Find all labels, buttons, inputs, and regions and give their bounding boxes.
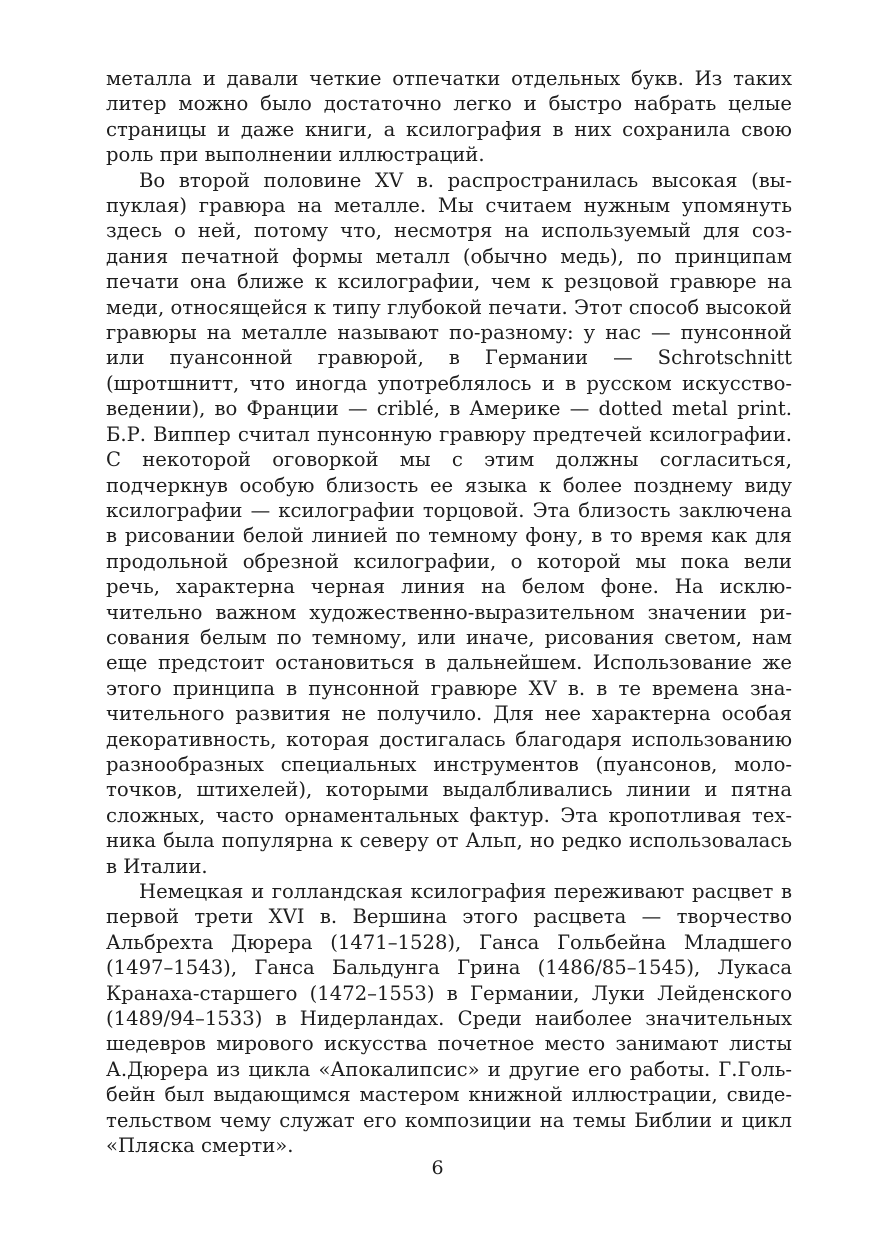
- paragraph-german-dutch-woodcut: Немецкая и голландская ксилография переживают расцвет в первой трети XVI в. Вершина этого расцвета — творчество Альбрехта Дюрера (1471–1528), Ганса Гольбейна Младшего (1497–1543), Ганса Бальдунга Грина (1486/85–1545), Лукаса Кранаха-старшего (1472–1553) в Германии, Луки Лейденского (1489/94–1533) в Нидерландах. Среди наиболее значительных шедевров мирового искусства почетное место занимают листы А.Дюрера из цикла «Апокалипсис» и другие его работы. Г.Гольбейн был выдающимся мастером книжной иллюстрации, свидетельством чему служат его композиции на темы Библии и цикл «Пляска смерти».: [106, 880, 792, 1158]
- page-body: [106, 66, 792, 1158]
- paragraph-relief-engraving: Во второй половине XV в. распространилась высокая (выпуклая) гравюра на металле. Мы считаем нужным упомянуть здесь о ней, потому что, несмотря на используемый для создания печатной формы металл (обычно медь), по принципам печати она ближе к ксилографии, чем к резцовой гравюре на меди, относящейся к типу глубокой печати. Этот способ высокой гравюры на металле называют по-разному: у нас — пунсонной или пуансонной гравюрой, в Германии — Schrotschnitt (шротшнитт, что иногда употреблялось и в русском искусствоведении), во Франции — criblé, в Америке — dotted metal print. Б.Р. Виппер считал пунсонную гравюру предтечей ксилографии. С некоторой оговоркой мы с этим должны согласиться, подчеркнув особую близость ее языка к более позднему виду ксилографии — ксилографии торцовой. Эта близость заключена в рисовании белой линией по темному фону, в то время как для продольной обрезной ксилографии, о которой мы пока вели речь, характерна черная линия на белом фоне. На исключительно важном художественно-выразительном значении рисования белым по темному, или иначе, рисования светом, нам еще предстоит остановиться в дальнейшем. Использование же этого принципа в пунсонной гравюре XV в. в те времена значительного развития не получило. Для нее характерна особая декоративность, которая достигалась благодаря использованию разнообразных специальных инструментов (пуансонов, молоточков, штихелей), которыми выдалбливались линии и пятна сложных, часто орнаментальных фактур. Эта кропотливая техника была популярна к северу от Альп, но редко использовалась в Италии.: [106, 168, 792, 878]
- paragraph-continuation: металла и давали четкие отпечатки отдельных букв. Из таких литер можно было достаточно легко и быстро набрать целые страницы и даже книги, а ксилография в них сохранила свою роль при выполнении иллюстраций.: [106, 67, 792, 167]
- page-number: 6: [431, 1157, 444, 1179]
